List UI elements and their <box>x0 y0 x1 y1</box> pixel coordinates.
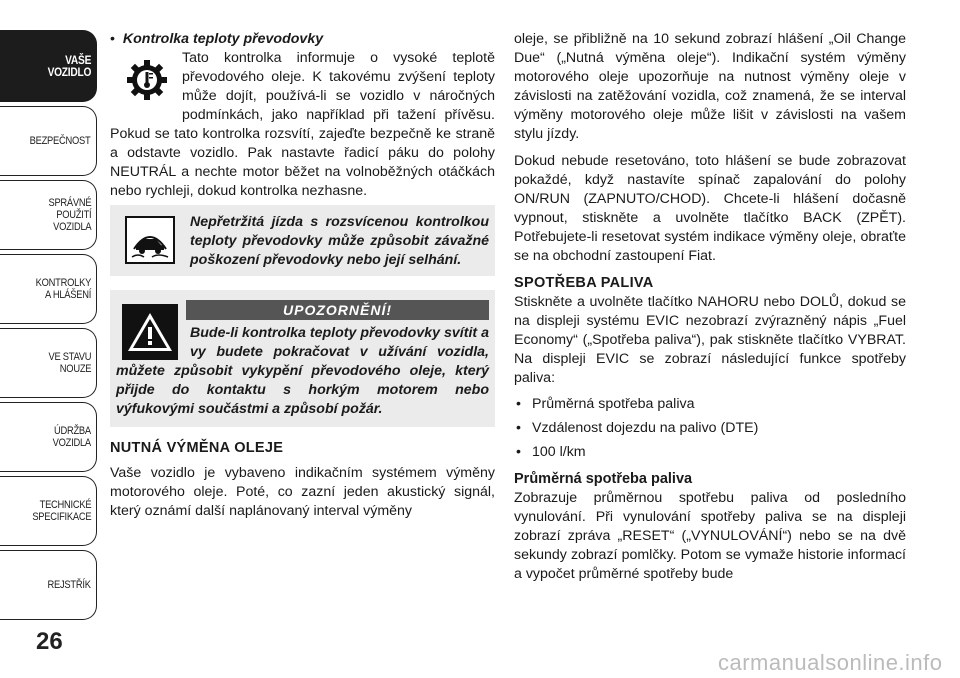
tab-kontrolky[interactable] <box>0 254 97 324</box>
gear-thermometer-icon <box>122 53 172 107</box>
list-item: • Vzdálenost dojezdu na palivo (DTE) <box>514 416 906 440</box>
note-box <box>110 205 495 276</box>
warning-title: UPOZORNĚNÍ! <box>186 300 489 320</box>
paragraph-1: oleje, se přibližně na 10 sekund zobrazí hlášení „Oil Change Due“ („Nutná výměna oleje“). Indikační systém výměny motorového oleje upozorňuje na nutnost výměny oleje v závislosti na zatěžování vozidla, což znamená, že se interval výměny motorového oleje může lišit v závislosti na vašem stylu jízdy. <box>514 31 906 142</box>
tab-ve-stavu-nouze[interactable] <box>0 328 97 398</box>
tab-bezpecnost[interactable] <box>0 106 97 176</box>
note-text: Nepřetržitá jízda s rozsvícenou kontrolkou teploty převodovky může způsobit závažné poškození převodovky nebo její selhání. <box>190 214 489 268</box>
paragraph-3: Stiskněte a uvolněte tlačítko NAHORU nebo DOLŮ, dokud se na displeji systému EVIC nezobrazí zvýrazněný nápis „Fuel Economy“ („Spotřeba paliva“), pak stiskněte tlačítko VYBRAT. Na displeji EVIC se zobrazí následující funkce spotřeby paliva: <box>514 294 906 386</box>
section-text: Vaše vozidlo je vybaveno indikačním systémem výměny motorového oleje. Poté, co zazní jeden akustický signál, který oznámí další naplánovaný interval výměny <box>110 465 495 519</box>
bullet-title: Kontrolka teploty převodovky <box>122 31 324 47</box>
tab-label: ÚDRŽBA VOZIDLA <box>52 425 91 449</box>
tab-label: VE STAVU NOUZE <box>48 351 91 375</box>
tab-label: REJSTŘÍK <box>47 579 91 591</box>
list-item: • Průměrná spotřeba paliva <box>514 392 906 416</box>
section-heading: NUTNÁ VÝMĚNA OLEJE <box>110 440 284 456</box>
tab-label: BEZPEČNOST <box>30 135 91 147</box>
bullet-title-line: • Kontrolka teploty převodovky <box>110 31 324 47</box>
paragraph-2: Dokud nebude resetováno, toto hlášení se bude zobrazovat pokaždé, když nastavíte spínač zapalování do polohy ON/RUN (ZAPNUTO/CHOD). Chcete-li hlášení dočasně vypnout, stiskněte a uvolněte tlačítko BACK (ZPĚT). Potřebujete-li resetovat systém indikace výměny oleje, obraťte se na obchodní zastoupení Fiat. <box>514 153 906 264</box>
fuel-heading: SPOTŘEBA PALIVA <box>514 275 654 291</box>
tab-udrzba[interactable] <box>0 402 97 472</box>
warning-box <box>110 290 495 427</box>
watermark: carmanualsonline.info <box>718 650 943 675</box>
warning-triangle-icon <box>120 302 180 362</box>
bullet-text: Tato kontrolka informuje o vysoké teplotě převodového oleje. K takovému zvýšení teploty může dojít, používá-li se vozidlo v náročných podmínkách, jako například při tažení přívěsu. Pokud se tato kontrolka rozsvítí, zajeďte bezpečně ke straně a odstavte vozidlo. Pak nastavte řadicí páku do polohy NEUTRÁL a nechte motor běžet na volnoběžných otáčkách nebo rychleji, dokud kontrolka nezhasne. <box>110 50 495 199</box>
tab-label: SPRÁVNÉ POUŽITÍ VOZIDLA <box>47 197 91 233</box>
tab-label: TECHNICKÉ SPECIFIKACE <box>31 499 91 523</box>
right-column <box>514 30 906 584</box>
fuel-functions-list <box>514 392 906 464</box>
tab-rejstrik[interactable] <box>0 550 97 620</box>
tab-label: KONTROLKY A HLÁŠENÍ <box>35 277 91 301</box>
average-fuel-subheading: Průměrná spotřeba paliva <box>514 471 693 487</box>
tab-label: VAŠE VOZIDLO <box>47 53 91 79</box>
car-skid-icon <box>120 213 180 267</box>
tab-technicke-specifikace[interactable] <box>0 476 97 546</box>
warning-text: Bude-li kontrolka teploty převodovky svítit a vy budete pokračovat v užívání vozidla, můžete způsobit vykypění převodového oleje, který přijde do kontaktu s horkým motorem nebo výfukovými součástmi a způsobí požár. <box>116 325 489 417</box>
tab-vase-vozidlo[interactable] <box>0 30 97 102</box>
left-column <box>110 30 495 521</box>
list-item: • 100 l/km <box>514 440 906 464</box>
paragraph-4: Zobrazuje průměrnou spotřebu paliva od posledního vynulování. Při vynulování spotřeby paliva se na displeji zobrazí zpráva „RESET“ („VYNULOVÁNÍ“) nebo se na dvě sekundy zobrazí pomlčky. Potom se vymaže historie informací a vypočet průměrné spotřeby bude <box>514 490 906 582</box>
tab-spravne-pouziti[interactable] <box>0 180 97 250</box>
page-number: 26 <box>36 628 63 655</box>
